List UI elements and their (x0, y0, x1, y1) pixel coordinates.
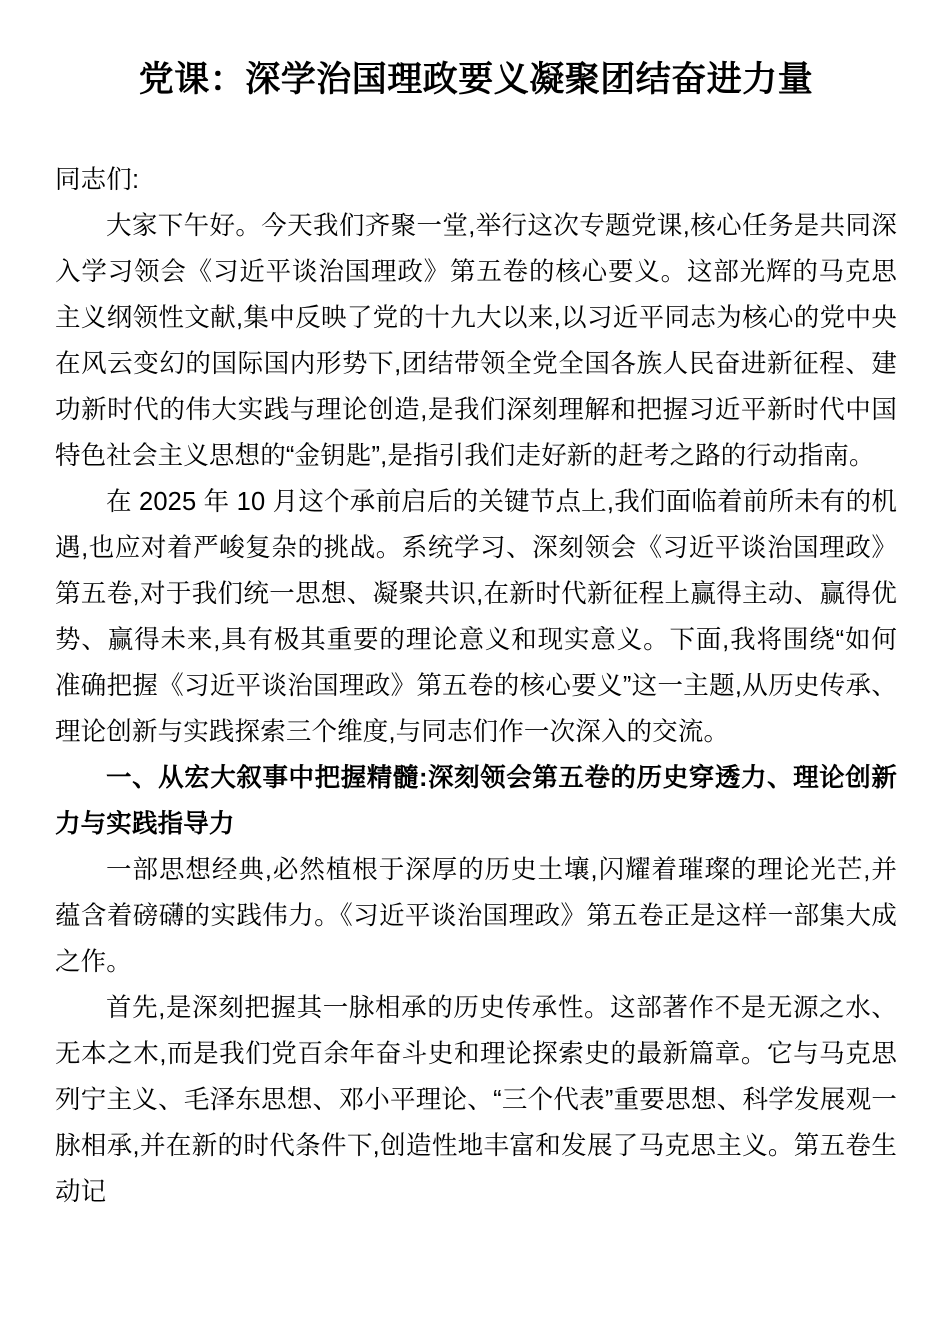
paragraph-2: 在 2025 年 10 月这个承前启后的关键节点上,我们面临着前所未有的机遇,也应对着严峻复杂的挑战。系统学习、深刻领会《习近平谈治国理政》第五卷,对于我们统一思想、凝聚共识,在新时代新征程上赢得主动、赢得优势、赢得未来,具有极其重要的理论意义和现实意义。下面,我将围绕“如何准确把握《习近平谈治国理政》第五卷的核心要义”这一主题,从历史传承、理论创新与实践探索三个维度,与同志们作一次深入的交流。 (55, 487, 897, 746)
salutation: 同志们: (55, 165, 140, 194)
page-title: 党课：深学治国理政要义凝聚团结奋进力量 (138, 60, 814, 99)
section-paragraph-2: 首先,是深刻把握其一脉相承的历史传承性。这部著作不是无源之水、无本之木,而是我们党百余年奋斗史和理论探索史的最新篇章。它与马克思列宁主义、毛泽东思想、邓小平理论、“三个代表”重要思想、科学发展观一脉相承,并在新的时代条件下,创造性地丰富和发展了马克思主义。第五卷生动记 (55, 993, 897, 1206)
page-content (55, 0, 897, 1215)
paragraph-1: 大家下午好。今天我们齐聚一堂,举行这次专题党课,核心任务是共同深入学习领会《习近平谈治国理政》第五卷的核心要义。这部光辉的马克思主义纲领性文献,集中反映了党的十九大以来,以习近平同志为核心的党中央在风云变幻的国际国内形势下,团结带领全党全国各族人民奋进新征程、建功新时代的伟大实践与理论创造,是我们深刻理解和把握习近平新时代中国特色社会主义思想的“金钥匙”,是指引我们走好新的赶考之路的行动指南。 (55, 211, 897, 470)
section-paragraph-1: 一部思想经典,必然植根于深厚的历史土壤,闪耀着璀璨的理论光芒,并蕴含着磅礴的实践伟力。《习近平谈治国理政》第五卷正是这样一部集大成之作。 (55, 855, 897, 976)
document-body (55, 157, 897, 1215)
section-heading-1: 一、从宏大叙事中把握精髓:深刻领会第五卷的历史穿透力、理论创新力与实践指导力 (55, 763, 897, 838)
